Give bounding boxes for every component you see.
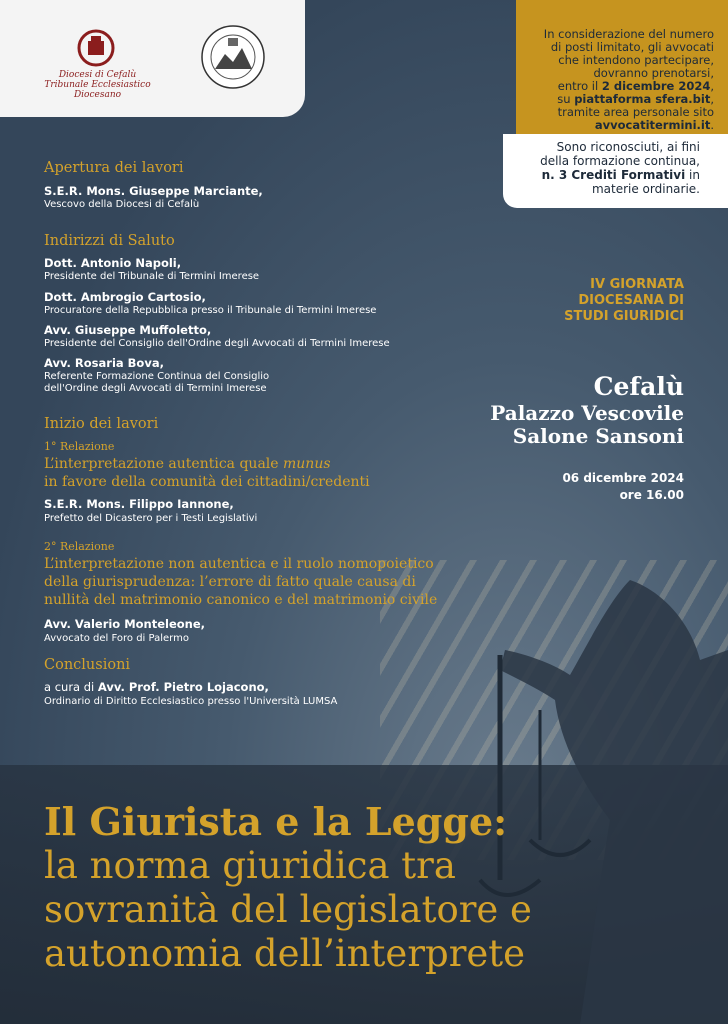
title-line-4: autonomia dell’interprete	[44, 932, 526, 975]
relation-title: della giurisprudenza: l’errore di fatto quale causa di	[44, 574, 416, 590]
speaker-role: Avvocato del Foro di Palermo	[44, 633, 189, 644]
event-datetime	[562, 470, 684, 504]
info-line: In considerazione del numero	[543, 27, 714, 41]
speaker-role: Presidente del Consiglio dell'Ordine degli Avvocati di Termini Imerese	[44, 338, 390, 349]
credits-count: n. 3 Crediti Formativi	[541, 168, 686, 182]
relation-title	[44, 455, 331, 473]
relation-title-italic: munus	[283, 456, 331, 472]
credits-info-box	[503, 134, 728, 208]
title-line-2: la norma giuridica tra	[44, 844, 456, 887]
logo-line-2: Tribunale Ecclesiastico	[44, 80, 151, 90]
event-date: 06 dicembre 2024	[562, 471, 684, 485]
event-room: Salone Sansoni	[512, 424, 684, 448]
edition-line: IV GIORNATA	[590, 277, 684, 292]
main-title	[44, 800, 532, 976]
speaker-name: S.E.R. Mons. Giuseppe Marciante,	[44, 184, 263, 198]
speaker-role: Ordinario di Diritto Ecclesiastico presso l'Università LUMSA	[44, 696, 338, 707]
event-location	[490, 372, 684, 448]
deadline-date: 2 dicembre 2024	[601, 79, 711, 93]
speaker-name: Dott. Ambrogio Cartosio,	[44, 290, 206, 304]
speaker-name: Avv. Giuseppe Muffoletto,	[44, 323, 212, 337]
speaker-name: S.E.R. Mons. Filippo Iannone,	[44, 497, 234, 511]
diocese-logo-text	[40, 70, 155, 100]
event-venue: Palazzo Vescovile	[490, 401, 684, 425]
logo-panel	[0, 0, 305, 117]
info-line: che intendono partecipare,	[558, 53, 714, 67]
info-line: tramite area personale sito	[557, 105, 714, 119]
title-line-3: sovranità del legislatore e	[44, 888, 532, 931]
speaker-name: Avv. Prof. Pietro Lojacono,	[97, 680, 269, 694]
edition-line: STUDI GIURIDICI	[564, 309, 684, 324]
relation-number: 2° Relazione	[44, 540, 115, 553]
speaker-name: Avv. Valerio Monteleone,	[44, 617, 206, 631]
credits-line: materie ordinarie.	[591, 182, 700, 196]
speaker-name: Avv. Rosaria Bova,	[44, 356, 164, 370]
edition-line: DIOCESANA DI	[578, 293, 684, 308]
event-time: ore 16.00	[619, 488, 684, 502]
logo-line-3: Diocesano	[73, 90, 122, 100]
diocese-seal-icon	[72, 28, 120, 68]
relation-title: nullità del matrimonio canonico e del matrimonio civile	[44, 592, 438, 608]
speaker-name: Dott. Antonio Napoli,	[44, 256, 182, 270]
info-line: su piattaforma sfera.bit,	[557, 92, 714, 106]
speaker-role: Procuratore della Repubblica presso il Tribunale di Termini Imerese	[44, 305, 377, 316]
registration-info-box	[516, 0, 728, 134]
info-line: avvocatitermini.it.	[594, 118, 714, 132]
platform-name: piattaforma sfera.bit	[574, 92, 711, 106]
event-city: Cefalù	[593, 372, 684, 401]
website-link: avvocatitermini.it	[594, 118, 711, 132]
speaker-role: Vescovo della Diocesi di Cefalù	[44, 199, 200, 210]
speaker-role: Presidente del Tribunale di Termini Imerese	[44, 271, 260, 282]
relation-title-text: L’interpretazione autentica quale	[44, 456, 284, 472]
speaker-role: dell'Ordine degli Avvocati di Termini Imerese	[44, 383, 267, 394]
info-text: su	[557, 92, 575, 106]
speaker-role: Prefetto del Dicastero per i Testi Legislativi	[44, 513, 258, 524]
info-line: di posti limitato, gli avvocati	[550, 40, 714, 54]
relation-number: 1° Relazione	[44, 440, 115, 453]
credits-line: Sono riconosciuti, ai fini	[556, 140, 700, 154]
logo-line-1: Diocesi di Cefalù	[58, 70, 137, 80]
credits-line	[509, 168, 700, 182]
relation-title: L’interpretazione non autentica e il ruolo nomopoietico	[44, 556, 434, 572]
info-line: entro il 2 dicembre 2024,	[557, 79, 714, 93]
section-title: Inizio dei lavori	[44, 416, 159, 432]
bar-association-seal-icon	[200, 24, 266, 90]
credits-text: in	[685, 168, 700, 182]
credits-line: della formazione continua,	[540, 154, 700, 168]
speaker-role: Referente Formazione Continua del Consiglio	[44, 371, 270, 382]
event-edition	[564, 277, 684, 325]
info-line: dovranno prenotarsi,	[593, 66, 714, 80]
title-line-1: Il Giurista e la Legge:	[44, 799, 508, 844]
relation-title: in favore della comunità dei cittadini/credenti	[44, 474, 370, 490]
info-text: entro il	[557, 79, 602, 93]
speaker-prefix: a cura di	[44, 680, 98, 694]
section-title: Apertura dei lavori	[44, 160, 184, 176]
section-title: Conclusioni	[44, 657, 131, 673]
speaker-line	[44, 680, 269, 694]
section-title: Indirizzi di Saluto	[44, 233, 175, 249]
